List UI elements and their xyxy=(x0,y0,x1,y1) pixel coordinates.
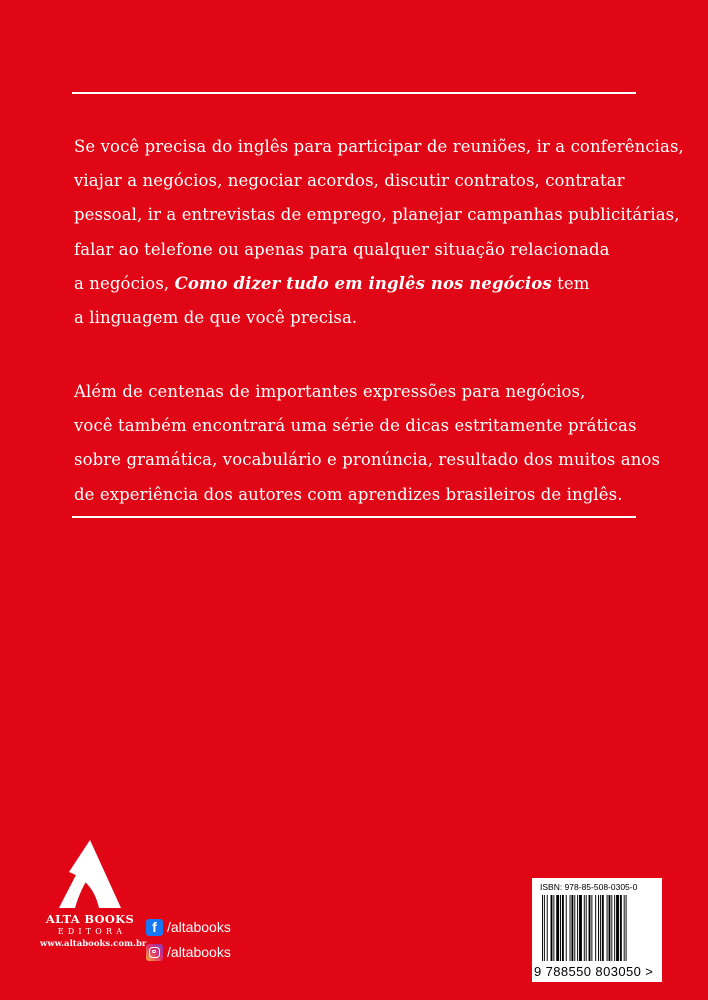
barcode-bar xyxy=(595,895,596,961)
barcode-bar xyxy=(607,895,608,961)
barcode-bar xyxy=(570,895,571,961)
barcode-digits: 9 788550 803050 > xyxy=(534,964,654,979)
bottom-divider xyxy=(72,516,636,518)
instagram-handle[interactable]: /altabooks xyxy=(167,944,231,960)
barcode-bar xyxy=(556,895,559,961)
barcode-bar xyxy=(598,895,599,961)
top-divider xyxy=(72,92,636,94)
barcode-bar xyxy=(600,895,601,961)
barcode-bars xyxy=(536,895,658,963)
text-line: viajar a negócios, negociar acordos, discutir contratos, contratar xyxy=(74,171,625,191)
barcode-bar xyxy=(542,895,543,961)
barcode-bar xyxy=(571,895,573,961)
barcode-bar xyxy=(579,895,582,961)
text-fragment: tem xyxy=(551,273,590,293)
barcode-bar xyxy=(574,895,575,961)
text-fragment: a negócios, xyxy=(74,273,175,293)
isbn-barcode xyxy=(532,878,662,982)
barcode-bar xyxy=(614,895,615,961)
description-paragraph-1 xyxy=(74,130,684,335)
text-line: de experiência dos autores com aprendizes brasileiros de inglês. xyxy=(74,484,623,504)
instagram-link[interactable] xyxy=(146,941,231,963)
barcode-bar xyxy=(566,895,567,961)
barcode-bar xyxy=(626,895,627,961)
text-line xyxy=(74,267,654,301)
instagram-icon xyxy=(146,944,163,961)
barcode-bar xyxy=(544,895,545,961)
publisher-name: ALTA BOOKS xyxy=(45,912,135,926)
text-line: Além de centenas de importantes expressões para negócios, xyxy=(74,382,586,401)
publisher-logo xyxy=(40,838,147,949)
barcode-bar xyxy=(560,895,561,961)
text-line: você também encontrará uma série de dicas estritamente práticas xyxy=(74,416,637,436)
barcode-bar xyxy=(577,895,578,961)
barcode-bar xyxy=(547,895,548,961)
description-paragraph-2 xyxy=(74,375,661,512)
barcode-bar xyxy=(562,895,564,961)
facebook-icon: f xyxy=(146,919,163,936)
text-line: a linguagem de que você precisa. xyxy=(74,308,358,328)
barcode-bar xyxy=(589,895,591,961)
text-line: Se você precisa do inglês para participar de reuniões, ir a conferências, xyxy=(74,137,684,156)
barcode-bar xyxy=(586,895,587,961)
barcode-bar xyxy=(609,895,611,961)
publisher-url[interactable]: www.altabooks.com.br xyxy=(40,939,147,949)
barcode-bar xyxy=(624,895,625,961)
barcode-bar xyxy=(611,895,612,961)
barcode-bar xyxy=(620,895,622,961)
barcode-bar xyxy=(602,895,604,961)
text-line: falar ao telefone ou apenas para qualquer situação relacionada xyxy=(74,239,610,259)
text-line: pessoal, ir a entrevistas de emprego, planejar campanhas publicitárias, xyxy=(74,205,680,225)
isbn-text: ISBN: 978-85-508-0305-0 xyxy=(540,882,638,892)
text-line: sobre gramática, vocabulário e pronúncia, resultado dos muitos anos xyxy=(74,450,661,470)
barcode-bar xyxy=(616,895,619,961)
publisher-sub: EDITORA xyxy=(57,927,127,936)
social-links xyxy=(146,916,231,966)
triangle-a-logo-icon xyxy=(55,838,125,910)
facebook-handle[interactable]: /altabooks xyxy=(167,919,231,935)
barcode-bar xyxy=(591,895,592,961)
book-title: Como dizer tudo em inglês nos negócios xyxy=(174,273,552,293)
barcode-bar xyxy=(551,895,553,961)
barcode-bar xyxy=(553,895,554,961)
barcode-bar xyxy=(584,895,585,961)
facebook-link[interactable] xyxy=(146,916,231,938)
